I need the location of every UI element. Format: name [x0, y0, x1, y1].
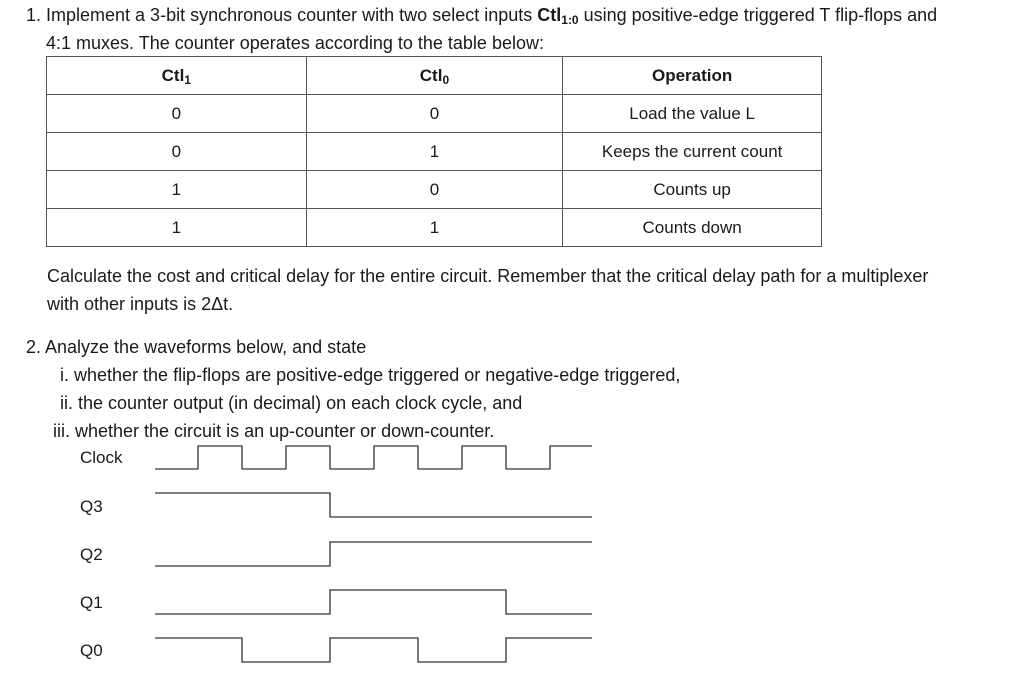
problem2-item-ii: ii. the counter output (in decimal) on each clock cycle, and: [60, 393, 523, 413]
cell-ctl1: 0: [47, 95, 307, 133]
cell-operation: Counts down: [563, 209, 822, 247]
cell-ctl1: 1: [47, 171, 307, 209]
header-operation: Operation: [563, 57, 822, 95]
cell-ctl0: 1: [306, 209, 563, 247]
cell-ctl0: 0: [306, 171, 563, 209]
q1-label: Q1: [80, 593, 103, 612]
clock-label: Clock: [80, 448, 123, 467]
problem2-intro: 2. Analyze the waveforms below, and state: [26, 337, 367, 357]
cell-operation: Keeps the current count: [563, 133, 822, 171]
problem1-line1: 1. Implement a 3-bit synchronous counter with two select inputs Ctl$_{1:0}$ using positive-edge triggered T flip-flops and: [26, 5, 938, 27]
clock-waveform: [155, 446, 592, 469]
q2-label: Q2: [80, 545, 103, 564]
q1-waveform: [155, 590, 592, 614]
cell-ctl1: 1: [47, 209, 307, 247]
cell-ctl0: 1: [306, 133, 563, 171]
q3-waveform: [155, 493, 592, 517]
problem1-line2: 4:1 muxes. The counter operates according to the table below:: [46, 33, 544, 53]
calc-line1: Calculate the cost and critical delay for the entire circuit. Remember that the critical delay path for a multiplexer: [47, 266, 929, 286]
q0-label: Q0: [80, 641, 103, 660]
cell-ctl0: 0: [306, 95, 563, 133]
cell-ctl1: 0: [47, 133, 307, 171]
cell-operation: Load the value L: [563, 95, 822, 133]
q3-label: Q3: [80, 497, 103, 516]
calc-line2: with other inputs is 2Δt.: [47, 294, 234, 314]
q0-waveform: [155, 638, 592, 662]
ctl-symbol: Ctl$_{1:0}$: [537, 5, 579, 27]
problem2-item-iii: iii. whether the circuit is an up-counter or down-counter.: [53, 421, 495, 441]
q2-waveform: [155, 542, 592, 566]
problem2-item-i: i. whether the flip-flops are positive-edge triggered or negative-edge triggered,: [60, 365, 681, 385]
header-ctl1: Ctl$_1$: [47, 57, 307, 95]
header-ctl0: Ctl$_0$: [306, 57, 563, 95]
cell-operation: Counts up: [563, 171, 822, 209]
